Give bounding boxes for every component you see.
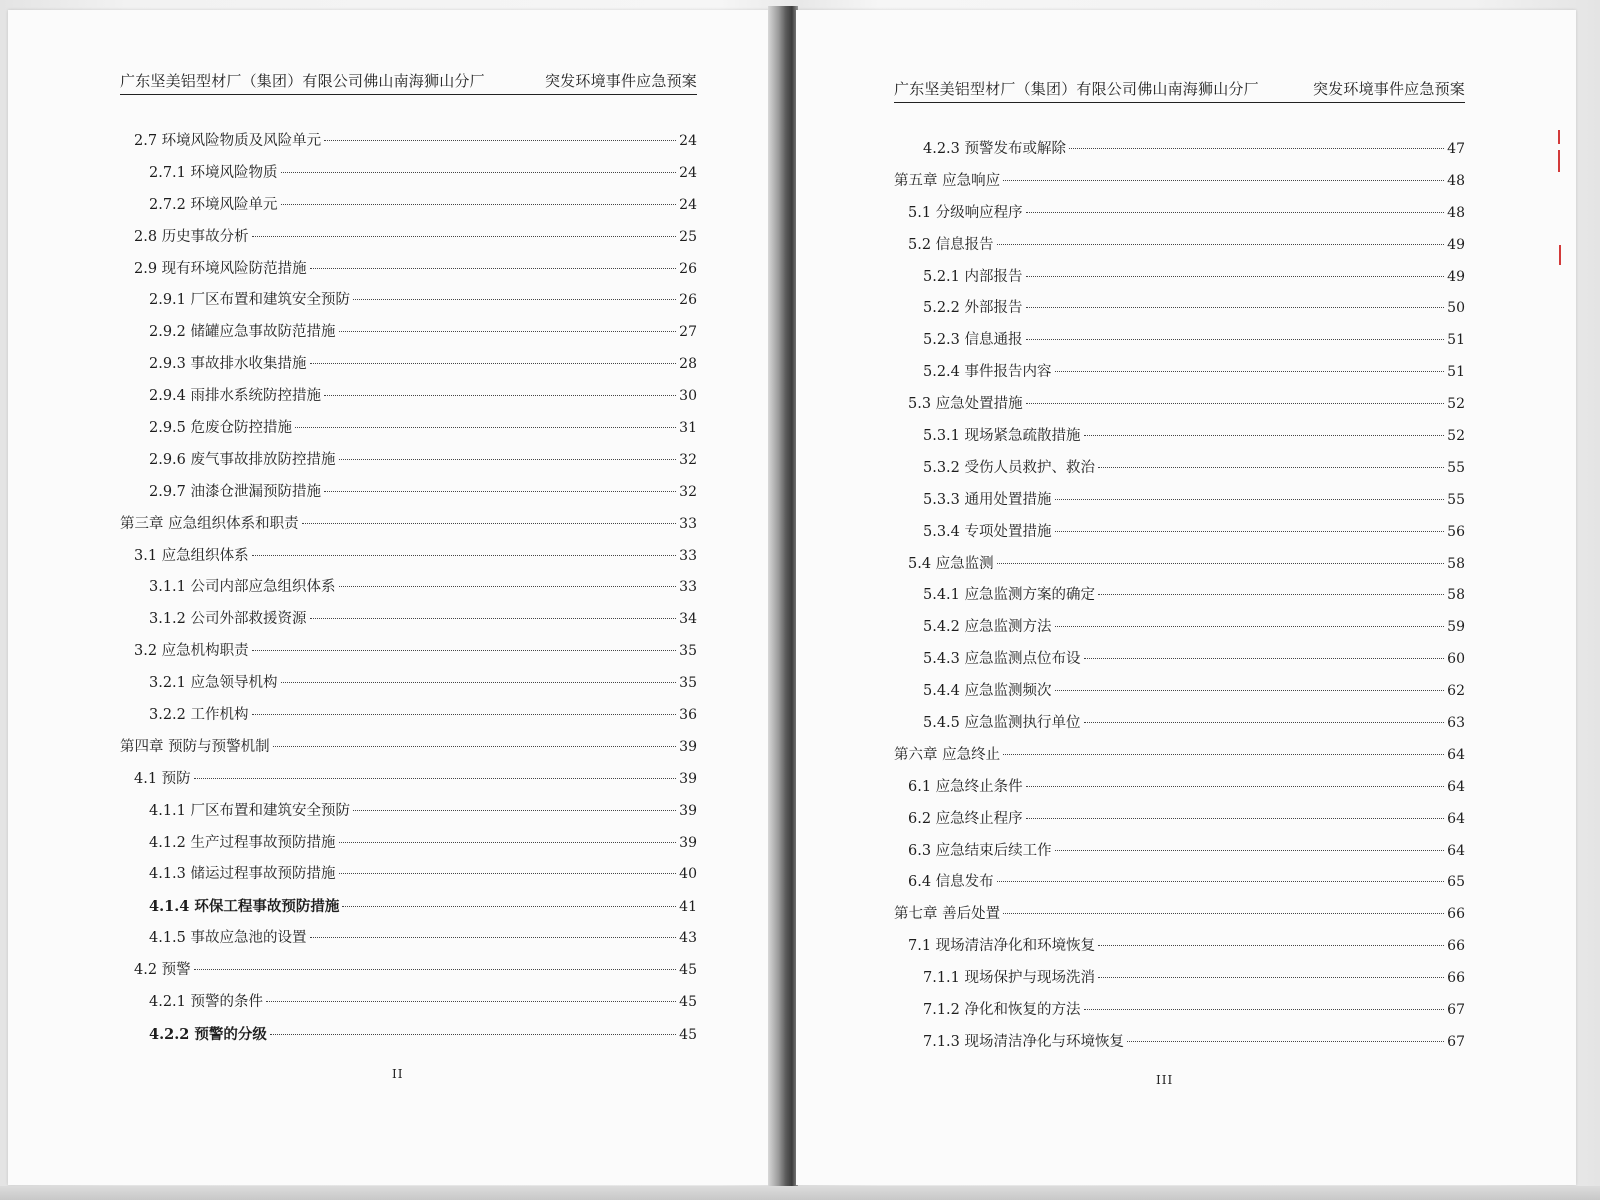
toc-entry-page-number: 24 — [679, 196, 697, 213]
dot-leader — [1127, 1041, 1444, 1042]
right-page-header — [894, 78, 1465, 103]
toc-entry[interactable] — [120, 668, 697, 700]
toc-entry[interactable] — [894, 644, 1465, 676]
toc-entry-page-number: 65 — [1447, 874, 1465, 891]
dot-leader — [194, 778, 677, 779]
toc-entry[interactable] — [894, 580, 1465, 612]
toc-entry-title: 4.1.2 生产过程事故预防措施 — [149, 834, 336, 851]
toc-entry[interactable] — [894, 995, 1465, 1027]
toc-entry[interactable] — [120, 381, 697, 413]
toc-entry-page-number: 66 — [1447, 938, 1465, 955]
toc-entry[interactable] — [894, 804, 1465, 836]
dot-leader — [1098, 945, 1444, 946]
toc-entry[interactable] — [894, 963, 1465, 995]
toc-entry-title: 5.4.1 应急监测方案的确定 — [923, 587, 1096, 604]
toc-entry[interactable] — [894, 549, 1465, 581]
toc-entry-page-number: 39 — [679, 770, 697, 787]
toc-entry[interactable] — [120, 923, 697, 955]
toc-entry-page-number: 45 — [679, 962, 697, 979]
toc-entry-title: 7.1 现场清洁净化和环境恢复 — [908, 938, 1096, 955]
dot-leader — [1026, 307, 1445, 308]
toc-entry-title: 2.9.6 废气事故排放防控措施 — [149, 451, 336, 468]
dot-leader — [194, 969, 677, 970]
toc-entry-page-number: 32 — [679, 483, 697, 500]
dot-leader — [324, 140, 676, 141]
toc-entry-title: 5.3.2 受伤人员救护、救治 — [923, 459, 1096, 476]
toc-entry[interactable] — [120, 445, 697, 477]
toc-entry-title: 5.3.3 通用处置措施 — [923, 491, 1052, 508]
toc-entry-page-number: 62 — [1447, 683, 1465, 700]
toc-entry[interactable] — [894, 517, 1465, 549]
toc-entry-title: 7.1.2 净化和恢复的方法 — [923, 1002, 1081, 1019]
toc-entry[interactable] — [120, 349, 697, 381]
header-company-name: 广东坚美铝型材厂（集团）有限公司佛山南海狮山分厂 — [894, 80, 1259, 98]
dot-leader — [252, 714, 677, 715]
toc-entry[interactable] — [894, 166, 1465, 198]
edge-mark — [1558, 130, 1560, 144]
dot-leader — [1098, 594, 1444, 595]
dot-leader — [324, 491, 676, 492]
toc-entry-page-number: 27 — [679, 324, 697, 341]
toc-entry-title: 5.3.1 现场紧急疏散措施 — [923, 428, 1081, 445]
book-spine-shadow — [768, 6, 798, 1191]
dot-leader — [1084, 435, 1445, 436]
toc-entry-title: 2.9.5 危废仓防控措施 — [149, 420, 293, 437]
toc-entry-title: 2.9.3 事故排水收集措施 — [149, 356, 307, 373]
toc-entry-title: 4.1.1 厂区布置和建筑安全预防 — [149, 802, 351, 819]
toc-entry-page-number: 39 — [679, 738, 697, 755]
toc-entry-page-number: 33 — [679, 515, 697, 532]
toc-entry-title: 2.9.2 储罐应急事故防范措施 — [149, 324, 336, 341]
toc-entry-title: 6.3 应急结束后续工作 — [908, 842, 1052, 859]
toc-entry[interactable] — [894, 867, 1465, 899]
dot-leader — [1084, 722, 1445, 723]
toc-entry[interactable] — [894, 389, 1465, 421]
dot-leader — [1003, 180, 1444, 181]
left-page-header — [120, 70, 697, 95]
toc-entry-title: 4.1.5 事故应急池的设置 — [149, 930, 307, 947]
toc-entry-title: 3.1 应急组织体系 — [134, 547, 249, 564]
toc-entry[interactable] — [120, 955, 697, 987]
dot-leader — [281, 682, 677, 683]
toc-entry-page-number: 35 — [679, 643, 697, 660]
toc-entry[interactable] — [894, 325, 1465, 357]
toc-entry-title: 4.1.4 环保工程事故预防措施 — [149, 898, 340, 916]
toc-entry-page-number: 26 — [679, 260, 697, 277]
toc-entry-title: 2.8 历史事故分析 — [134, 228, 249, 245]
toc-entry-page-number: 64 — [1447, 746, 1465, 763]
toc-entry-page-number: 66 — [1447, 906, 1465, 923]
dot-leader — [252, 650, 677, 651]
toc-entry-title: 5.2.4 事件报告内容 — [923, 364, 1052, 381]
toc-entry-title: 4.1 预防 — [134, 770, 191, 787]
dot-leader — [1055, 690, 1445, 691]
toc-entry-page-number: 48 — [1447, 204, 1465, 221]
toc-entry-page-number: 67 — [1447, 1002, 1465, 1019]
toc-entry-title: 5.1 分级响应程序 — [908, 204, 1023, 221]
toc-entry-page-number: 28 — [679, 356, 697, 373]
toc-entry-page-number: 60 — [1447, 651, 1465, 668]
dot-leader — [1026, 403, 1445, 404]
toc-entry-title: 2.9.7 油漆仓泄漏预防措施 — [149, 483, 322, 500]
toc-entry-title: 3.1.1 公司内部应急组织体系 — [149, 579, 336, 596]
toc-entry[interactable] — [120, 604, 697, 636]
toc-entry-page-number: 26 — [679, 292, 697, 309]
toc-entry-page-number: 58 — [1447, 555, 1465, 572]
toc-entry-page-number: 47 — [1447, 141, 1465, 157]
toc-entry-title: 2.7.2 环境风险单元 — [149, 196, 278, 213]
dot-leader — [281, 172, 677, 173]
toc-entry-page-number: 45 — [679, 994, 697, 1011]
toc-entry-page-number: 64 — [1447, 842, 1465, 859]
dot-leader — [1055, 626, 1445, 627]
dot-leader — [339, 331, 677, 332]
toc-entry[interactable] — [120, 636, 697, 668]
toc-entry-title: 第四章 预防与预警机制 — [120, 738, 270, 755]
toc-entry-page-number: 52 — [1447, 396, 1465, 413]
toc-entry[interactable] — [120, 859, 697, 891]
toc-entry-page-number: 58 — [1447, 587, 1465, 604]
toc-entry[interactable] — [894, 198, 1465, 230]
edge-mark — [1558, 150, 1560, 172]
dot-leader — [266, 1001, 676, 1002]
toc-entry-page-number: 66 — [1447, 970, 1465, 987]
toc-entry[interactable] — [120, 541, 697, 573]
toc-entry[interactable] — [120, 285, 697, 317]
dot-leader — [339, 459, 677, 460]
toc-entry-title: 5.4.3 应急监测点位布设 — [923, 651, 1081, 668]
dot-leader — [281, 204, 677, 205]
dot-leader — [353, 299, 676, 300]
toc-entry-page-number: 31 — [679, 420, 697, 437]
toc-entry-title: 5.4.5 应急监测执行单位 — [923, 715, 1081, 732]
header-document-title: 突发环境事件应急预案 — [544, 72, 697, 90]
toc-entry[interactable] — [120, 158, 697, 190]
toc-entry-title: 5.2.1 内部报告 — [923, 268, 1023, 285]
toc-entry-page-number: 33 — [679, 547, 697, 564]
dot-leader — [1084, 1009, 1445, 1010]
toc-entry-title: 第三章 应急组织体系和职责 — [120, 515, 299, 532]
edge-mark — [1559, 245, 1561, 265]
toc-entry-page-number: 49 — [1447, 236, 1465, 253]
dot-leader — [310, 937, 677, 938]
toc-entry-title: 4.2.2 预警的分级 — [149, 1025, 267, 1043]
dot-leader — [342, 906, 676, 907]
toc-entry[interactable] — [120, 700, 697, 732]
scanner-bottom-edge — [0, 1186, 1600, 1200]
toc-entry-page-number: 39 — [679, 834, 697, 851]
dot-leader — [997, 563, 1445, 564]
dot-leader — [252, 236, 677, 237]
dot-leader — [295, 427, 676, 428]
dot-leader — [997, 244, 1445, 245]
toc-entry-title: 4.1.3 储运过程事故预防措施 — [149, 866, 336, 883]
toc-entry[interactable] — [120, 1019, 697, 1051]
toc-entry-title: 2.7 环境风险物质及风险单元 — [134, 133, 322, 149]
toc-entry-page-number: 50 — [1447, 300, 1465, 317]
toc-entry-page-number: 40 — [679, 866, 697, 883]
toc-entry-title: 第七章 善后处置 — [894, 906, 1001, 923]
toc-entry-title: 2.9.4 雨排水系统防控措施 — [149, 388, 322, 405]
dot-leader — [270, 1034, 676, 1035]
toc-entry-page-number: 33 — [679, 579, 697, 596]
toc-entry-page-number: 35 — [679, 675, 697, 692]
toc-entry-title: 5.4 应急监测 — [908, 555, 994, 572]
toc-entry[interactable] — [894, 612, 1465, 644]
dot-leader — [1026, 786, 1445, 787]
toc-entry[interactable] — [894, 1027, 1465, 1059]
toc-entry[interactable] — [120, 828, 697, 860]
toc-entry-page-number: 24 — [679, 133, 697, 149]
toc-entry-page-number: 56 — [1447, 523, 1465, 540]
dot-leader — [1098, 977, 1444, 978]
toc-entry[interactable] — [894, 134, 1465, 166]
toc-entry-title: 5.4.4 应急监测频次 — [923, 683, 1052, 700]
toc-entry-title: 5.3.4 专项处置措施 — [923, 523, 1052, 540]
header-company-name: 广东坚美铝型材厂（集团）有限公司佛山南海狮山分厂 — [120, 72, 485, 90]
dot-leader — [1055, 499, 1445, 500]
toc-entry[interactable] — [120, 222, 697, 254]
dot-leader — [1055, 531, 1445, 532]
toc-entry[interactable] — [120, 477, 697, 509]
dot-leader — [273, 746, 677, 747]
toc-entry[interactable] — [894, 453, 1465, 485]
right-page-number: III — [1156, 1073, 1174, 1087]
toc-entry-page-number: 51 — [1447, 364, 1465, 381]
toc-entry-title: 2.9.1 厂区布置和建筑安全预防 — [149, 292, 351, 309]
toc-entry-title: 3.2 应急机构职责 — [134, 643, 249, 660]
toc-entry-page-number: 45 — [679, 1026, 697, 1043]
toc-entry[interactable] — [894, 899, 1465, 931]
toc-entry-title: 5.2.3 信息通报 — [923, 332, 1023, 349]
toc-entry[interactable] — [120, 509, 697, 541]
toc-entry-page-number: 34 — [679, 611, 697, 628]
toc-entry[interactable] — [894, 740, 1465, 772]
dot-leader — [353, 810, 676, 811]
toc-entry[interactable] — [894, 836, 1465, 868]
toc-entry-page-number: 51 — [1447, 332, 1465, 349]
toc-entry[interactable] — [894, 230, 1465, 262]
dot-leader — [1003, 754, 1444, 755]
toc-entry[interactable] — [120, 572, 697, 604]
toc-entry-page-number: 48 — [1447, 172, 1465, 189]
toc-entry-title: 2.7.1 环境风险物质 — [149, 164, 278, 181]
right-page — [796, 10, 1576, 1185]
dot-leader — [339, 586, 677, 587]
dot-leader — [997, 881, 1445, 882]
dot-leader — [1026, 212, 1445, 213]
toc-entry-page-number: 63 — [1447, 715, 1465, 732]
left-table-of-contents — [120, 126, 697, 1051]
dot-leader — [310, 363, 677, 364]
toc-entry-page-number: 32 — [679, 451, 697, 468]
toc-entry-page-number: 64 — [1447, 810, 1465, 827]
toc-entry[interactable] — [894, 931, 1465, 963]
dot-leader — [339, 842, 677, 843]
toc-entry-title: 4.2.3 预警发布或解除 — [923, 141, 1067, 157]
toc-entry[interactable] — [120, 796, 697, 828]
toc-entry[interactable] — [894, 772, 1465, 804]
dot-leader — [1026, 818, 1445, 819]
dot-leader — [302, 523, 677, 524]
toc-entry-title: 7.1.1 现场保护与现场洗消 — [923, 970, 1096, 987]
dot-leader — [1055, 371, 1445, 372]
dot-leader — [252, 555, 677, 556]
dot-leader — [1026, 339, 1445, 340]
right-table-of-contents — [894, 134, 1465, 1059]
toc-entry[interactable] — [894, 676, 1465, 708]
toc-entry[interactable] — [120, 254, 697, 286]
toc-entry[interactable] — [894, 421, 1465, 453]
toc-entry[interactable] — [120, 413, 697, 445]
toc-entry-title: 5.3 应急处置措施 — [908, 396, 1023, 413]
toc-entry[interactable] — [894, 357, 1465, 389]
toc-entry-page-number: 25 — [679, 228, 697, 245]
toc-entry[interactable] — [894, 708, 1465, 740]
toc-entry-page-number: 49 — [1447, 268, 1465, 285]
toc-entry-title: 4.2 预警 — [134, 962, 191, 979]
toc-entry-page-number: 24 — [679, 164, 697, 181]
toc-entry[interactable] — [120, 987, 697, 1019]
dot-leader — [1003, 913, 1444, 914]
dot-leader — [1026, 276, 1445, 277]
dot-leader — [324, 395, 676, 396]
toc-entry-title: 第六章 应急终止 — [894, 746, 1001, 763]
toc-entry-title: 3.1.2 公司外部救援资源 — [149, 611, 307, 628]
toc-entry-title: 3.2.1 应急领导机构 — [149, 675, 278, 692]
toc-entry-page-number: 55 — [1447, 459, 1465, 476]
toc-entry-title: 7.1.3 现场清洁净化与环境恢复 — [923, 1033, 1125, 1050]
toc-entry[interactable] — [120, 891, 697, 923]
toc-entry[interactable] — [120, 126, 697, 158]
toc-entry-page-number: 30 — [679, 388, 697, 405]
toc-entry-page-number: 55 — [1447, 491, 1465, 508]
toc-entry-title: 6.4 信息发布 — [908, 874, 994, 891]
toc-entry[interactable] — [120, 190, 697, 222]
toc-entry-title: 6.2 应急终止程序 — [908, 810, 1023, 827]
toc-entry[interactable] — [120, 317, 697, 349]
toc-entry-title: 4.2.1 预警的条件 — [149, 994, 264, 1011]
toc-entry-page-number: 36 — [679, 707, 697, 724]
toc-entry[interactable] — [120, 732, 697, 764]
dot-leader — [1069, 148, 1444, 149]
toc-entry-page-number: 64 — [1447, 778, 1465, 795]
toc-entry[interactable] — [120, 764, 697, 796]
toc-entry[interactable] — [894, 485, 1465, 517]
left-page-number: II — [392, 1067, 404, 1081]
dot-leader — [1084, 658, 1445, 659]
toc-entry-title: 6.1 应急终止条件 — [908, 778, 1023, 795]
toc-entry-title: 5.2.2 外部报告 — [923, 300, 1023, 317]
toc-entry-title: 2.9 现有环境风险防范措施 — [134, 260, 307, 277]
toc-entry-page-number: 39 — [679, 802, 697, 819]
toc-entry-title: 5.2 信息报告 — [908, 236, 994, 253]
toc-entry[interactable] — [894, 293, 1465, 325]
dot-leader — [1098, 467, 1444, 468]
dot-leader — [339, 873, 677, 874]
toc-entry-title: 3.2.2 工作机构 — [149, 707, 249, 724]
dot-leader — [1055, 850, 1445, 851]
header-document-title: 突发环境事件应急预案 — [1312, 80, 1465, 98]
toc-entry-page-number: 59 — [1447, 619, 1465, 636]
dot-leader — [310, 268, 677, 269]
left-page — [8, 10, 770, 1185]
dot-leader — [310, 618, 677, 619]
toc-entry-page-number: 41 — [679, 899, 697, 916]
toc-entry-title: 第五章 应急响应 — [894, 172, 1001, 189]
toc-entry-title: 5.4.2 应急监测方法 — [923, 619, 1052, 636]
toc-entry-page-number: 43 — [679, 930, 697, 947]
toc-entry-page-number: 52 — [1447, 428, 1465, 445]
toc-entry[interactable] — [894, 262, 1465, 294]
toc-entry-page-number: 67 — [1447, 1033, 1465, 1050]
